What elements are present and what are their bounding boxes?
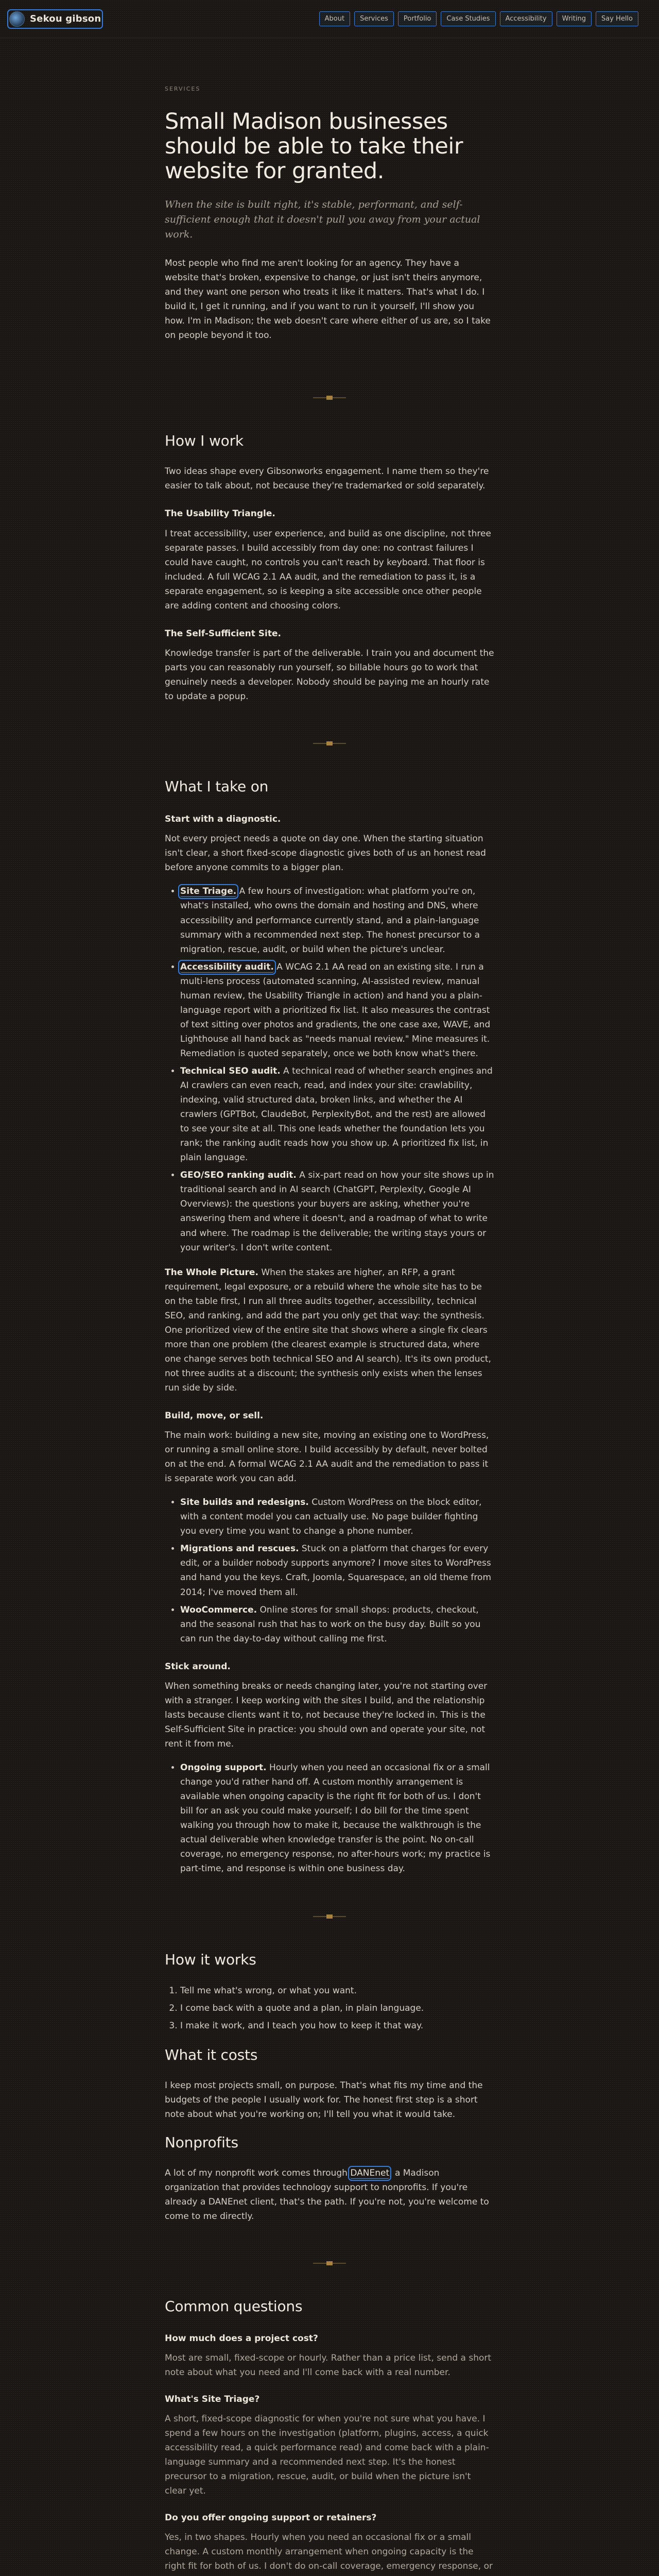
- lede: When the site is built right, it's stable, performant, and self-sufficient enough that it doesn't pull you away from your actual work.: [165, 198, 480, 241]
- how-it-works-section: [165, 1948, 494, 2238]
- section-divider: [165, 397, 494, 398]
- brand-name: Sekou gibson: [30, 13, 101, 24]
- whole-picture-paragraph: [165, 1265, 494, 1395]
- list-item: [180, 1760, 494, 1876]
- main-nav: [319, 11, 638, 26]
- page-title: Small Madison businesses should be able to take their website for granted.: [165, 109, 463, 184]
- step-item: 2. I come back with a quote and a plan, in plain language.: [180, 2001, 494, 2015]
- faq-answer: A short, fixed-scope diagnostic for when you're not sure what you have. I spend a few hours on the investigation (platform, plugins, access, a quick accessibility read, a quick performance read) and come back with a plain-language summary and a recommended next step. It's the honest precursor to a migration, rescue, audit, or build when the picture isn't clear yet.: [165, 2413, 489, 2497]
- nonprofits-body: [165, 2166, 494, 2224]
- whole-picture-term: The Whole Picture.: [165, 1267, 258, 1278]
- step-item: 3. I make it work, and I teach you how to keep it that way.: [180, 2019, 494, 2033]
- list-item: [180, 1064, 494, 1165]
- diagnostic-heading: Start with a diagnostic.: [165, 814, 281, 825]
- list-item: [180, 1541, 494, 1599]
- usability-triangle-body: I treat accessibility, user experience, and build as one discipline, not three separate passes. I build accessibly from day one: no contrast failures I could have caught, no controls you can't reach by keyboard. That floor is included. A full WCAG 2.1 AA audit, and the remediation to pass it, is a separate engagement, so is keeping a site accessible once other people are adding content and choosing colors.: [165, 528, 491, 611]
- stick-around-body: When something breaks or needs changing later, you're not starting over with a stranger. I keep working with the sites I build, and the relationship lasts because clients want it to, not because they're locked in. This is the Self-Sufficient Site in practice: you should own and operate your site, not rent it from me.: [165, 1681, 488, 1749]
- section-divider: [165, 743, 494, 744]
- nav-portfolio[interactable]: Portfolio: [398, 11, 437, 26]
- stick-around-list: [165, 1760, 494, 1876]
- how-i-work-heading: How I work: [165, 432, 244, 450]
- list-item-desc: A six-part read on how your site shows up in traditional search and in AI search (ChatGPT, Perplexity, Google AI Overviews): the questions your buyers are asking, whether you're answering them and where it doesn't, and a roadmap of what to write and where. The roadmap is the deliverable; the writing stays yours or your writer's. I don't write content.: [180, 1170, 494, 1253]
- list-item-term: Site builds and redesigns.: [180, 1497, 309, 1508]
- how-i-work-section: [165, 429, 494, 718]
- how-it-works-heading: How it works: [165, 1951, 256, 1969]
- list-item-desc: Stuck on a platform that charges for every edit, or a builder nobody supports anymore? I move sites to WordPress and hand you the keys. Craft, Joomla, Squarespace, an old theme from 2014; I've moved them all.: [180, 1544, 491, 1598]
- list-item: [180, 1603, 494, 1646]
- faq-answer: Most are small, fixed-scope or hourly. Rather than a price list, send a short note about what you need and I'll come back with a real number.: [165, 2352, 492, 2378]
- site-header: [0, 0, 659, 38]
- list-item-term: Ongoing support.: [180, 1762, 267, 1773]
- how-i-work-intro: Two ideas shape every Gibsonworks engagement. I name them so they're easier to talk about, not because they're trademarked or sold separately.: [165, 466, 489, 492]
- list-item: [180, 960, 494, 1061]
- intro-paragraph: Most people who find me aren't looking for an agency. They have a website that's broken, expensive to change, or just isn't theirs anymore, and they want one person who treats it like it matters. That's what I do. I build it, I get it running, and if you want to run it yourself, I'll show you how. I'm in Madison; the web doesn't care where either of us are, so I take on people beyond it too.: [165, 258, 491, 341]
- build-list: [165, 1495, 494, 1646]
- whole-picture-body: When the stakes are higher, an RFP, a grant requirement, legal exposure, or a rebuild where the whole site has to be on the table first, I run all three audits together, accessibility, technical SEO, and ranking, and add the part you only get that way: the synthesis. One prioritized view of the entire site that shows where a single fix clears more than one problem (the clearest example is structured data, where one change serves both technical SEO and AI search). It's its own product, not three audits at a discount; the synthesis only exists when the lenses run side by side.: [165, 1267, 491, 1393]
- what-i-take-on-heading: What I take on: [165, 778, 269, 795]
- nonprofits-text-pre: A lot of my nonprofit work comes through: [165, 2168, 351, 2179]
- faq-heading: Common questions: [165, 2298, 303, 2315]
- list-item: [180, 884, 494, 956]
- what-i-take-on-section: [165, 775, 494, 1891]
- list-item-desc: Custom WordPress on the block editor, with a content model you can actually use. No page builder fighting you every time you want to change a phone number.: [180, 1497, 482, 1537]
- faq-answer: Yes, in two shapes. Hourly when you need an occasional fix or a small change. A custom monthly arrangement when ongoing capacity is the right fit for both of us. I don't do on-call coverage, emergency response, or: [165, 2532, 493, 2572]
- nav-accessibility[interactable]: Accessibility: [500, 11, 552, 26]
- logo-icon: [9, 11, 25, 27]
- self-sufficient-heading: The Self-Sufficient Site.: [165, 628, 281, 639]
- brand-link[interactable]: [9, 11, 101, 27]
- list-item-desc: A few hours of investigation: what platform you're on, what's installed, who owns the domain and hosting and DNS, where accessibility and performance currently stand, and a plain-language summary with a recommended next step. The honest precursor to a migration, rescue, audit, or build when the picture's unclear.: [180, 886, 480, 955]
- stick-around-heading: Stick around.: [165, 1661, 231, 1672]
- nav-case-studies[interactable]: Case Studies: [441, 11, 495, 26]
- usability-triangle-heading: The Usability Triangle.: [165, 509, 275, 519]
- diagnostic-list: [165, 884, 494, 1255]
- diagnostic-body: Not every project needs a quote on day one. When the starting situation isn't clear, a short fixed-scope diagnostic gives both of us an honest read before anyone commits to a bigger plan.: [165, 834, 486, 873]
- accessibility-audit-link[interactable]: Accessibility audit.: [180, 961, 274, 972]
- costs-body: I keep most projects small, on purpose. That's what fits my time and the budgets of the people I usually work for. The honest first step is a short note about what you're working on; I'll tell you what it would take.: [165, 2080, 483, 2120]
- step-item: 1. Tell me what's wrong, or what you want.: [180, 1984, 494, 1998]
- build-heading: Build, move, or sell.: [165, 1411, 264, 1421]
- list-item-term: Migrations and rescues.: [180, 1544, 299, 1554]
- faq-question: Do you offer ongoing support or retainers?: [165, 2513, 377, 2523]
- list-item-term: GEO/SEO ranking audit.: [180, 1170, 297, 1181]
- nonprofits-text-post: , a Madison organization that provides technology support to nonprofits. If you're already a DANEnet client, that's the path. If you're not, you're welcome to come to me directly.: [165, 2168, 489, 2222]
- list-item-term: Technical SEO audit.: [180, 1065, 281, 1076]
- nav-writing[interactable]: Writing: [557, 11, 592, 26]
- list-item: [180, 1168, 494, 1255]
- nav-say-hello[interactable]: Say Hello: [596, 11, 638, 26]
- list-item-desc: Hourly when you need an occasional fix or a small change you'd rather hand off. A custom monthly arrangement is available when ongoing capacity is the right fit for both of us. I don't bill for an ask you could make yourself; I do bill for the time spent walking you through how to make it, because the walkthrough is the actual deliverable when knowledge transfer is the point. No on-call coverage, no emergency response, no after-hours work; my practice is part-time, and response is within one business day.: [180, 1762, 491, 1874]
- list-item-term: WooCommerce.: [180, 1604, 257, 1615]
- section-divider: [165, 2263, 494, 2264]
- faq-question: How much does a project cost?: [165, 2333, 318, 2344]
- nav-services[interactable]: Services: [354, 11, 394, 26]
- eyebrow: SERVICES: [165, 86, 201, 92]
- nav-about[interactable]: About: [319, 11, 350, 26]
- faq-section: [165, 2295, 494, 2576]
- site-triage-link[interactable]: Site Triage.: [180, 886, 237, 897]
- self-sufficient-body: Knowledge transfer is part of the deliverable. I train you and document the parts you can reasonably run yourself, so billable hours go to work that genuinely needs a developer. Nobody should be paying me an hourly rate to update a popup.: [165, 648, 494, 702]
- list-item-desc: A technical read of whether search engines and AI crawlers can even reach, read, and index your site: crawlability, indexing, valid structured data, broken links, and whether the AI crawlers (GPTBot, ClaudeBot, PerplexityBot, and the rest) are allowed to see your site at all. This one leads whether the foundation lets you rank; the ranking audit reads how you show up. A prioritized fix list, in plain language.: [180, 1065, 493, 1163]
- list-item-desc: A WCAG 2.1 AA read on an existing site. I run a multi-lens process (automated scanning, AI-assisted review, manual human review, the Usability Triangle in action) and hand you a plain-language report with a prioritized fix list. It also measures the contrast of text sitting over photos and gradients, the one case axe, WAVE, and Lighthouse all hand back as "needs manual review." Mine measures it. Remediation is quoted separately, once we both know what's there.: [180, 961, 491, 1059]
- danenet-link[interactable]: DANEnet: [350, 2168, 390, 2179]
- steps-list: [165, 1984, 494, 2033]
- hero-section: [165, 38, 494, 372]
- costs-heading: What it costs: [165, 2046, 258, 2063]
- section-divider: [165, 1916, 494, 1917]
- build-body: The main work: building a new site, moving an existing one to WordPress, or running a small online store. I build accessibly by default, never bolted on at the end. A formal WCAG 2.1 AA audit and the remediation to pass it is separate work you can add.: [165, 1430, 489, 1484]
- list-item: [180, 1495, 494, 1538]
- nonprofits-heading: Nonprofits: [165, 2134, 238, 2151]
- main-content: [165, 38, 494, 2576]
- faq-question: What's Site Triage?: [165, 2394, 260, 2404]
- list-item-desc: Online stores for small shops: products, checkout, and the seasonal rush that has to work on the busy day. Built so you can run the day-to-day without calling me first.: [180, 1604, 481, 1644]
